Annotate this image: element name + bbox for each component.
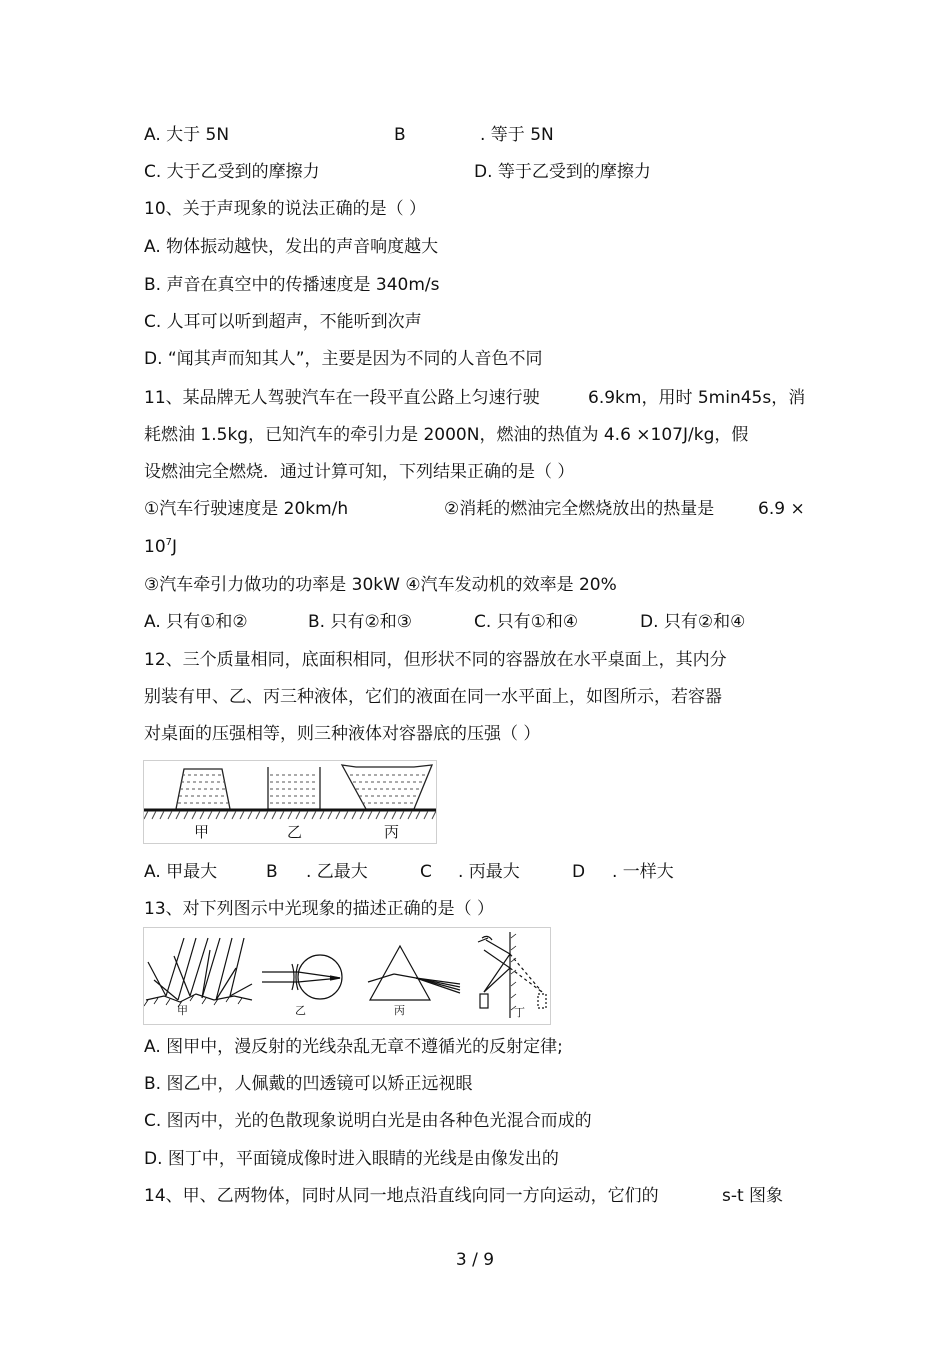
q14-line1a: 14、甲、乙两物体，同时从同一地点沿直线向同一方向运动，它们的 <box>144 1186 659 1206</box>
q12-line1: 12、三个质量相同，底面积相同，但形状不同的容器放在水平桌面上，其内分 <box>144 650 727 670</box>
q12-line2: 别装有甲、乙、丙三种液体，它们的液面在同一水平面上，如图所示，若容器 <box>144 687 722 707</box>
q11-statement-2-value: 6.9 × <box>758 499 805 519</box>
fig12-label-yi: 乙 <box>287 823 303 841</box>
containers-figure <box>143 760 437 844</box>
q11-line1b: 6.9km，用时 5min45s，消 <box>588 388 806 408</box>
q11-statement-2-exp: 7 <box>165 537 173 548</box>
q11-statement-2-cont <box>144 536 177 558</box>
table-surface <box>144 810 436 819</box>
prism-dispersion-diagram <box>368 946 460 1000</box>
q12-option-d-letter: D <box>572 862 586 882</box>
light-phenomena-figure <box>143 927 551 1025</box>
q10-option-a: A. 物体振动越快，发出的声音响度越大 <box>144 237 439 257</box>
q9-option-c: C. 大于乙受到的摩擦力 <box>144 162 320 182</box>
q13-option-b: B. 图乙中，人佩戴的凹透镜可以矫正远视眼 <box>144 1074 473 1094</box>
fig12-label-bing: 丙 <box>384 823 400 841</box>
diffuse-reflection-diagram <box>144 938 252 1007</box>
fig13-label-ding: 丁 <box>514 1006 525 1019</box>
q13-option-a: A. 图甲中，漫反射的光线杂乱无章不遵循光的反射定律; <box>144 1037 563 1057</box>
q13-option-c: C. 图丙中，光的色散现象说明白光是由各种色光混合而成的 <box>144 1111 592 1131</box>
q14-line1b: s-t 图象 <box>722 1186 784 1206</box>
container-bing <box>342 765 432 809</box>
q11-option-a: A. 只有①和② <box>144 612 248 632</box>
q12-line3: 对桌面的压强相等，则三种液体对容器底的压强（ ） <box>144 724 541 744</box>
q11-line1a: 11、某品牌无人驾驶汽车在一段平直公路上匀速行驶 <box>144 388 540 408</box>
q11-option-b: B. 只有②和③ <box>308 612 412 632</box>
q13-option-d: D. 图丁中，平面镜成像时进入眼睛的光线是由像发出的 <box>144 1149 559 1169</box>
q11-statement-2: ②消耗的燃油完全燃烧放出的热量是 <box>444 499 715 519</box>
plane-mirror-diagram <box>478 932 546 1018</box>
q11-statement-2-unit: J <box>172 537 178 557</box>
q13-stem: 13、对下列图示中光现象的描述正确的是（ ） <box>144 899 495 919</box>
fig13-label-jia: 甲 <box>177 1004 188 1017</box>
q12-option-b-text: . 乙最大 <box>306 862 368 882</box>
q10-option-d: D. “闻其声而知其人”，主要是因为不同的人音色不同 <box>144 349 543 369</box>
container-jia <box>176 769 230 809</box>
q11-statements-3-4: ③汽车牵引力做功的功率是 30kW ④汽车发动机的效率是 20% <box>144 575 617 595</box>
q10-option-c: C. 人耳可以听到超声，不能听到次声 <box>144 312 422 332</box>
q11-line2: 耗燃油 1.5kg，已知汽车的牵引力是 2000N，燃油的热值为 4.6 ×107J/kg，假 <box>144 425 749 445</box>
q11-option-c: C. 只有①和④ <box>474 612 579 632</box>
q12-option-c-letter: C <box>420 862 432 882</box>
q9-option-a: A. 大于 5N <box>144 125 230 145</box>
lens-eye-diagram <box>262 955 342 999</box>
q10-stem: 10、关于声现象的说法正确的是（ ） <box>144 199 427 219</box>
q11-option-d: D. 只有②和④ <box>640 612 746 632</box>
fig12-label-jia: 甲 <box>194 823 210 841</box>
q12-option-c-text: . 丙最大 <box>458 862 520 882</box>
q11-statement-1: ①汽车行驶速度是 20km/h <box>144 499 349 519</box>
fig13-label-yi: 乙 <box>295 1004 306 1017</box>
fig13-label-bing: 丙 <box>394 1004 405 1017</box>
q12-option-d-text: . 一样大 <box>612 862 674 882</box>
q9-option-b-letter: B <box>394 125 406 145</box>
container-yi <box>268 767 320 809</box>
q9-option-d: D. 等于乙受到的摩擦力 <box>474 162 651 182</box>
q10-option-b: B. 声音在真空中的传播速度是 340m/s <box>144 275 440 295</box>
q12-option-b-letter: B <box>266 862 278 882</box>
q11-line3: 设燃油完全燃烧．通过计算可知，下列结果正确的是（ ） <box>144 462 575 482</box>
page-number: 3 / 9 <box>455 1250 495 1270</box>
q11-statement-2-base: 10 <box>144 537 166 557</box>
q12-option-a: A. 甲最大 <box>144 862 218 882</box>
q9-option-b-text: . 等于 5N <box>480 125 554 145</box>
